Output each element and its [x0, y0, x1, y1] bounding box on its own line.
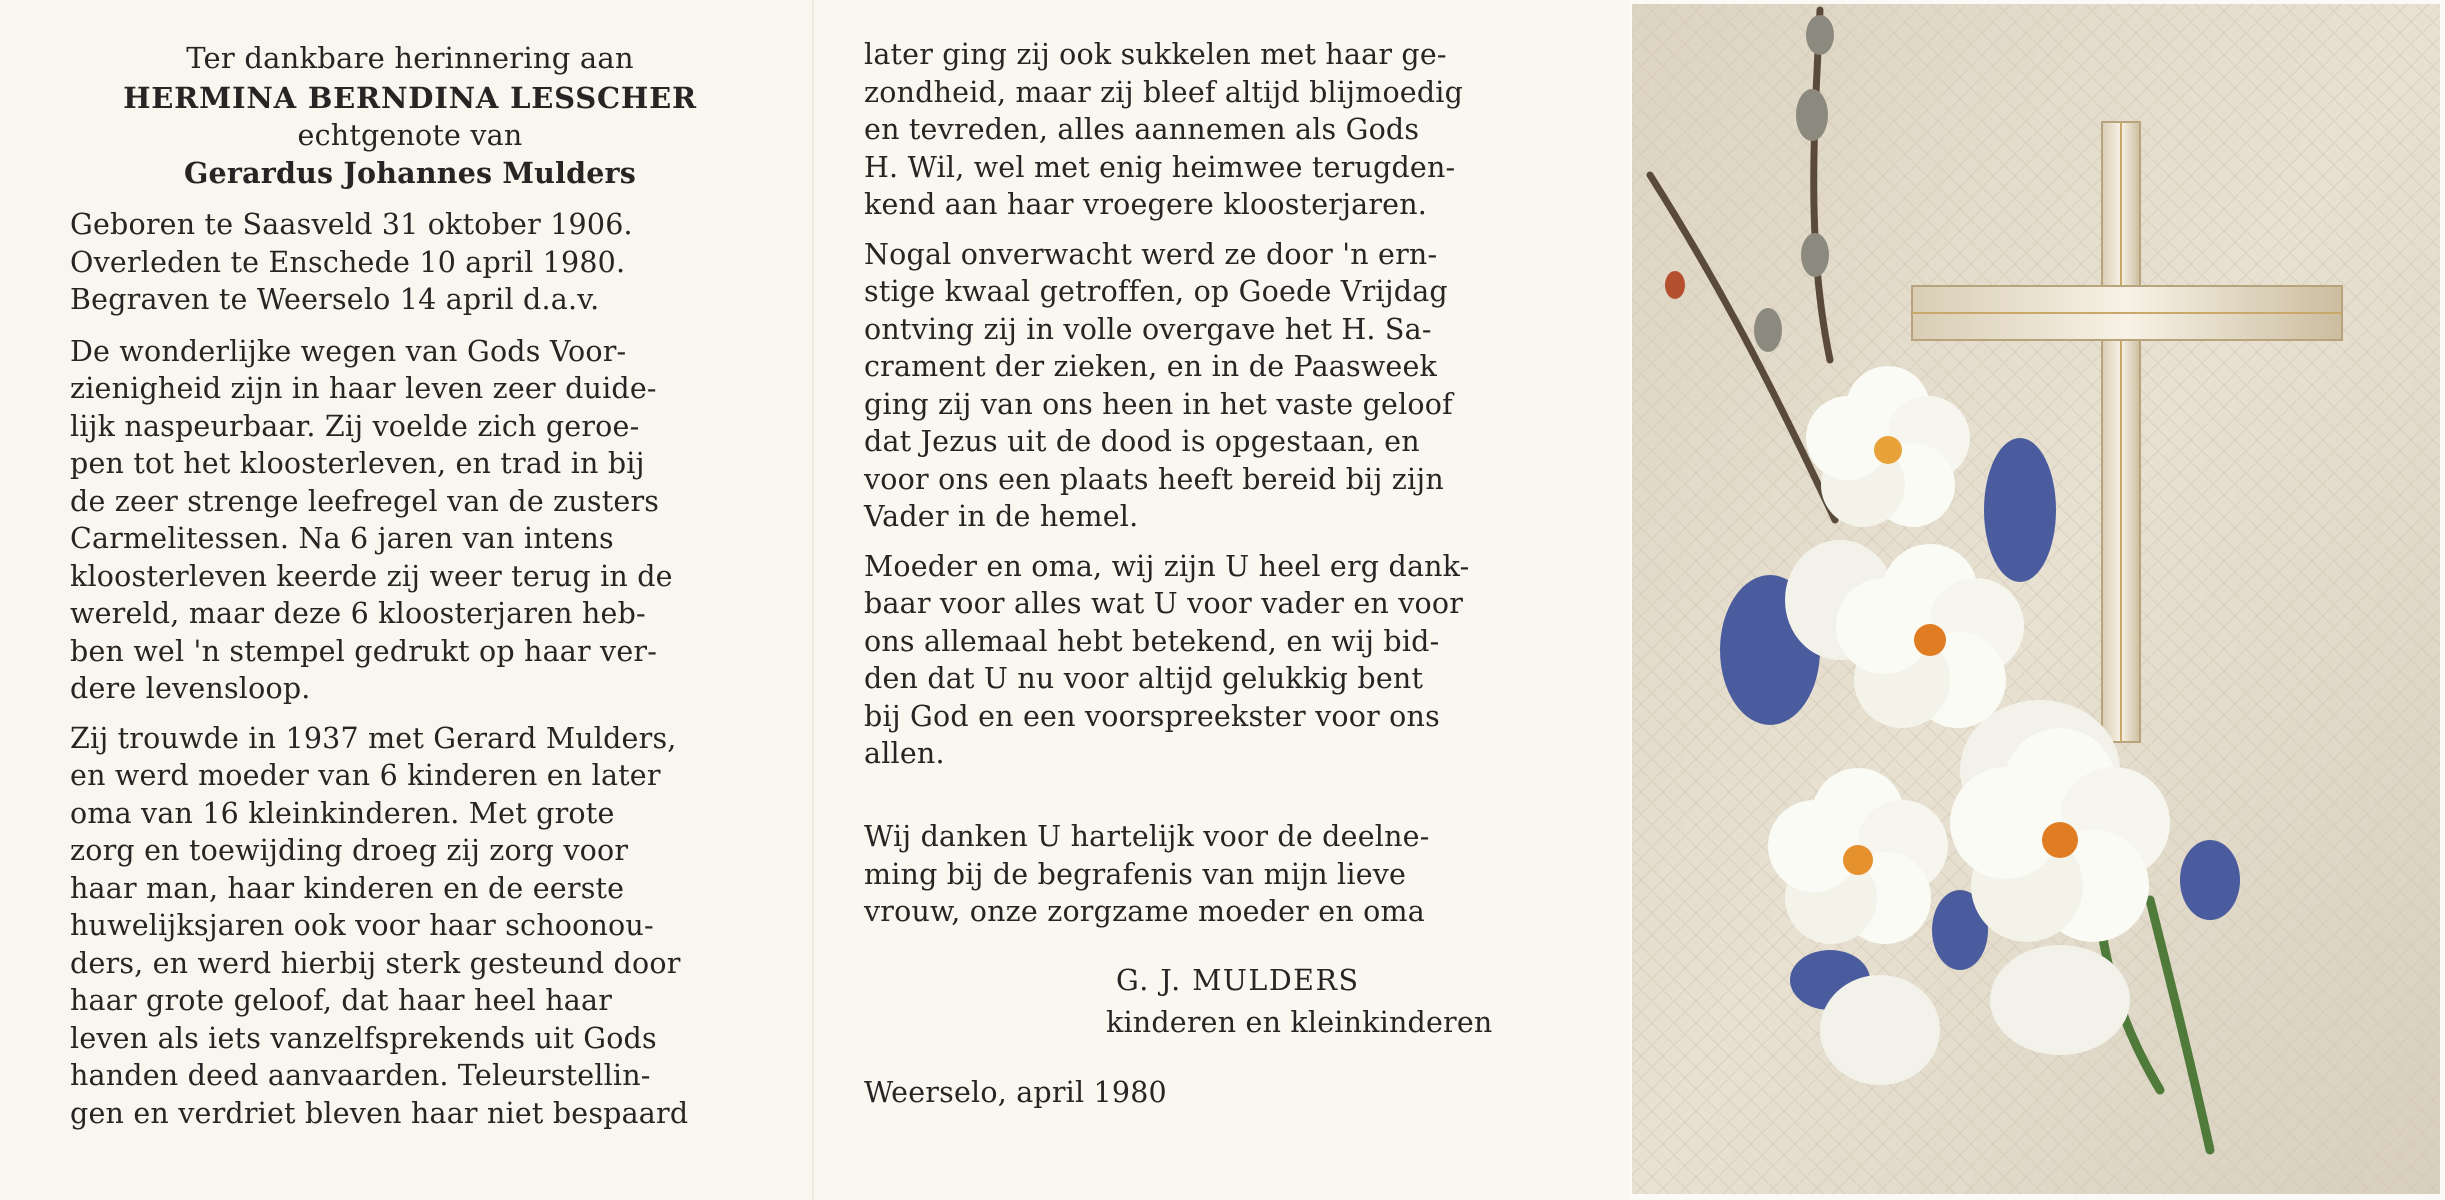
health-paragraph — [864, 36, 1564, 224]
left-text-column — [70, 40, 770, 1142]
text-line: kend aan haar vroegere kloosterjaren. — [864, 188, 1428, 221]
text-line: De wonderlijke wegen van Gods Voor- — [70, 334, 627, 368]
text-line: ming bij de begrafenis van mijn lieve — [864, 857, 1407, 891]
left-card-panel — [0, 0, 812, 1200]
text-line: pen tot het kloosterleven, en trad in bij — [70, 447, 645, 480]
place-date: Weerselo, april 1980 — [864, 1076, 1167, 1109]
text-line: wereld, maar deze 6 kloosterjaren heb- — [70, 597, 646, 630]
right-card-panel — [1630, 0, 2445, 1200]
middle-text-column — [864, 36, 1564, 783]
text-line: stige kwaal getroffen, op Goede Vrijdag — [864, 275, 1448, 308]
burial-line: Begraven te Weerselo 14 april d.a.v. — [70, 283, 600, 316]
text-line: de zeer strenge leefregel van de zusters — [70, 484, 660, 518]
text-line: ons allemaal hebt betekend, en wij bid- — [864, 624, 1440, 658]
text-line: haar man, haar kinderen en de eerste — [70, 871, 625, 905]
signature-block — [1106, 962, 1492, 1041]
spouse-name: Gerardus Johannes Mulders — [183, 155, 637, 190]
text-line: ontving zij in volle overgave het H. Sa- — [864, 312, 1432, 346]
text-line: crament der zieken, en in de Paasweek — [864, 350, 1438, 383]
text-line: leven als iets vanzelfsprekends uit Gods — [70, 1021, 657, 1055]
signature-name: G. J. MULDERS — [1116, 964, 1360, 997]
dates-block — [70, 206, 770, 319]
text-line: H. Wil, wel met enig heimwee terugden- — [864, 150, 1456, 184]
text-line: voor ons een plaats heeft bereid bij zijn — [864, 462, 1444, 496]
text-line: Moeder en oma, wij zijn U heel erg dank- — [864, 549, 1470, 583]
text-line: en tevreden, alles aannemen als Gods — [864, 113, 1420, 146]
gratitude-paragraph — [864, 548, 1564, 773]
text-line: handen deed aanvaarden. Teleurstellin- — [70, 1059, 651, 1092]
middle-card-panel — [812, 0, 1630, 1200]
text-line: Wij danken U hartelijk voor de deelne- — [864, 820, 1430, 853]
text-line: Zij trouwde in 1937 met Gerard Mulders, — [70, 721, 677, 755]
text-line: ging zij van ons heen in het vaste geloof — [864, 387, 1453, 421]
text-line: lijk naspeurbaar. Zij voelde zich geroe- — [70, 409, 640, 443]
text-line: zondheid, maar zij bleef altijd blijmoedig — [864, 75, 1464, 109]
text-line: vrouw, onze zorgzame moeder en oma — [864, 895, 1425, 928]
text-line: gen en verdriet bleven haar niet bespaard — [70, 1096, 689, 1130]
thanks-block — [864, 818, 1584, 931]
text-line: en werd moeder van 6 kinderen en later — [70, 759, 661, 792]
text-line: haar grote geloof, dat haar heel haar — [70, 984, 613, 1017]
text-line: allen. — [864, 737, 945, 770]
intro-line: Ter dankbare herinnering aan — [186, 41, 634, 75]
relation-line: echtgenote van — [297, 119, 523, 152]
death-line: Overleden te Enschede 10 april 1980. — [70, 245, 626, 279]
text-line: bij God en een voorspreekster voor ons — [864, 699, 1440, 733]
text-line: dat Jezus uit de dood is opgestaan, en — [864, 425, 1420, 458]
text-line: Nogal onverwacht werd ze door 'n ern- — [864, 237, 1438, 271]
biography-paragraph-2 — [70, 720, 770, 1133]
passing-paragraph — [864, 236, 1564, 536]
text-line: kloosterleven keerde zij weer terug in de — [70, 559, 673, 593]
deceased-name: HERMINA BERNDINA LESSCHER — [123, 80, 697, 115]
text-line: Vader in de hemel. — [864, 500, 1139, 533]
text-line: ben wel 'n stempel gedrukt op haar ver- — [70, 634, 658, 668]
text-line: den dat U nu voor altijd gelukkig bent — [864, 662, 1424, 695]
cross-flowers-image — [1630, 0, 2445, 1200]
text-line: Carmelitessen. Na 6 jaren van intens — [70, 522, 614, 555]
text-line: ders, en werd hierbij sterk gesteund door — [70, 946, 681, 980]
birth-line: Geboren te Saasveld 31 oktober 1906. — [70, 208, 633, 241]
text-line: later ging zij ook sukkelen met haar ge- — [864, 38, 1447, 71]
text-line: huwelijksjaren ook voor haar schoonou- — [70, 909, 654, 942]
biography-paragraph-1 — [70, 333, 770, 708]
text-line: zienigheid zijn in haar leven zeer duide- — [70, 372, 657, 405]
signature-family: kinderen en kleinkinderen — [1106, 1005, 1493, 1039]
text-line: dere levensloop. — [70, 672, 311, 705]
text-line: baar voor alles wat U voor vader en voor — [864, 587, 1464, 620]
text-line: oma van 16 kleinkinderen. Met grote — [70, 796, 615, 830]
text-line: zorg en toewijding droeg zij zorg voor — [70, 834, 629, 867]
